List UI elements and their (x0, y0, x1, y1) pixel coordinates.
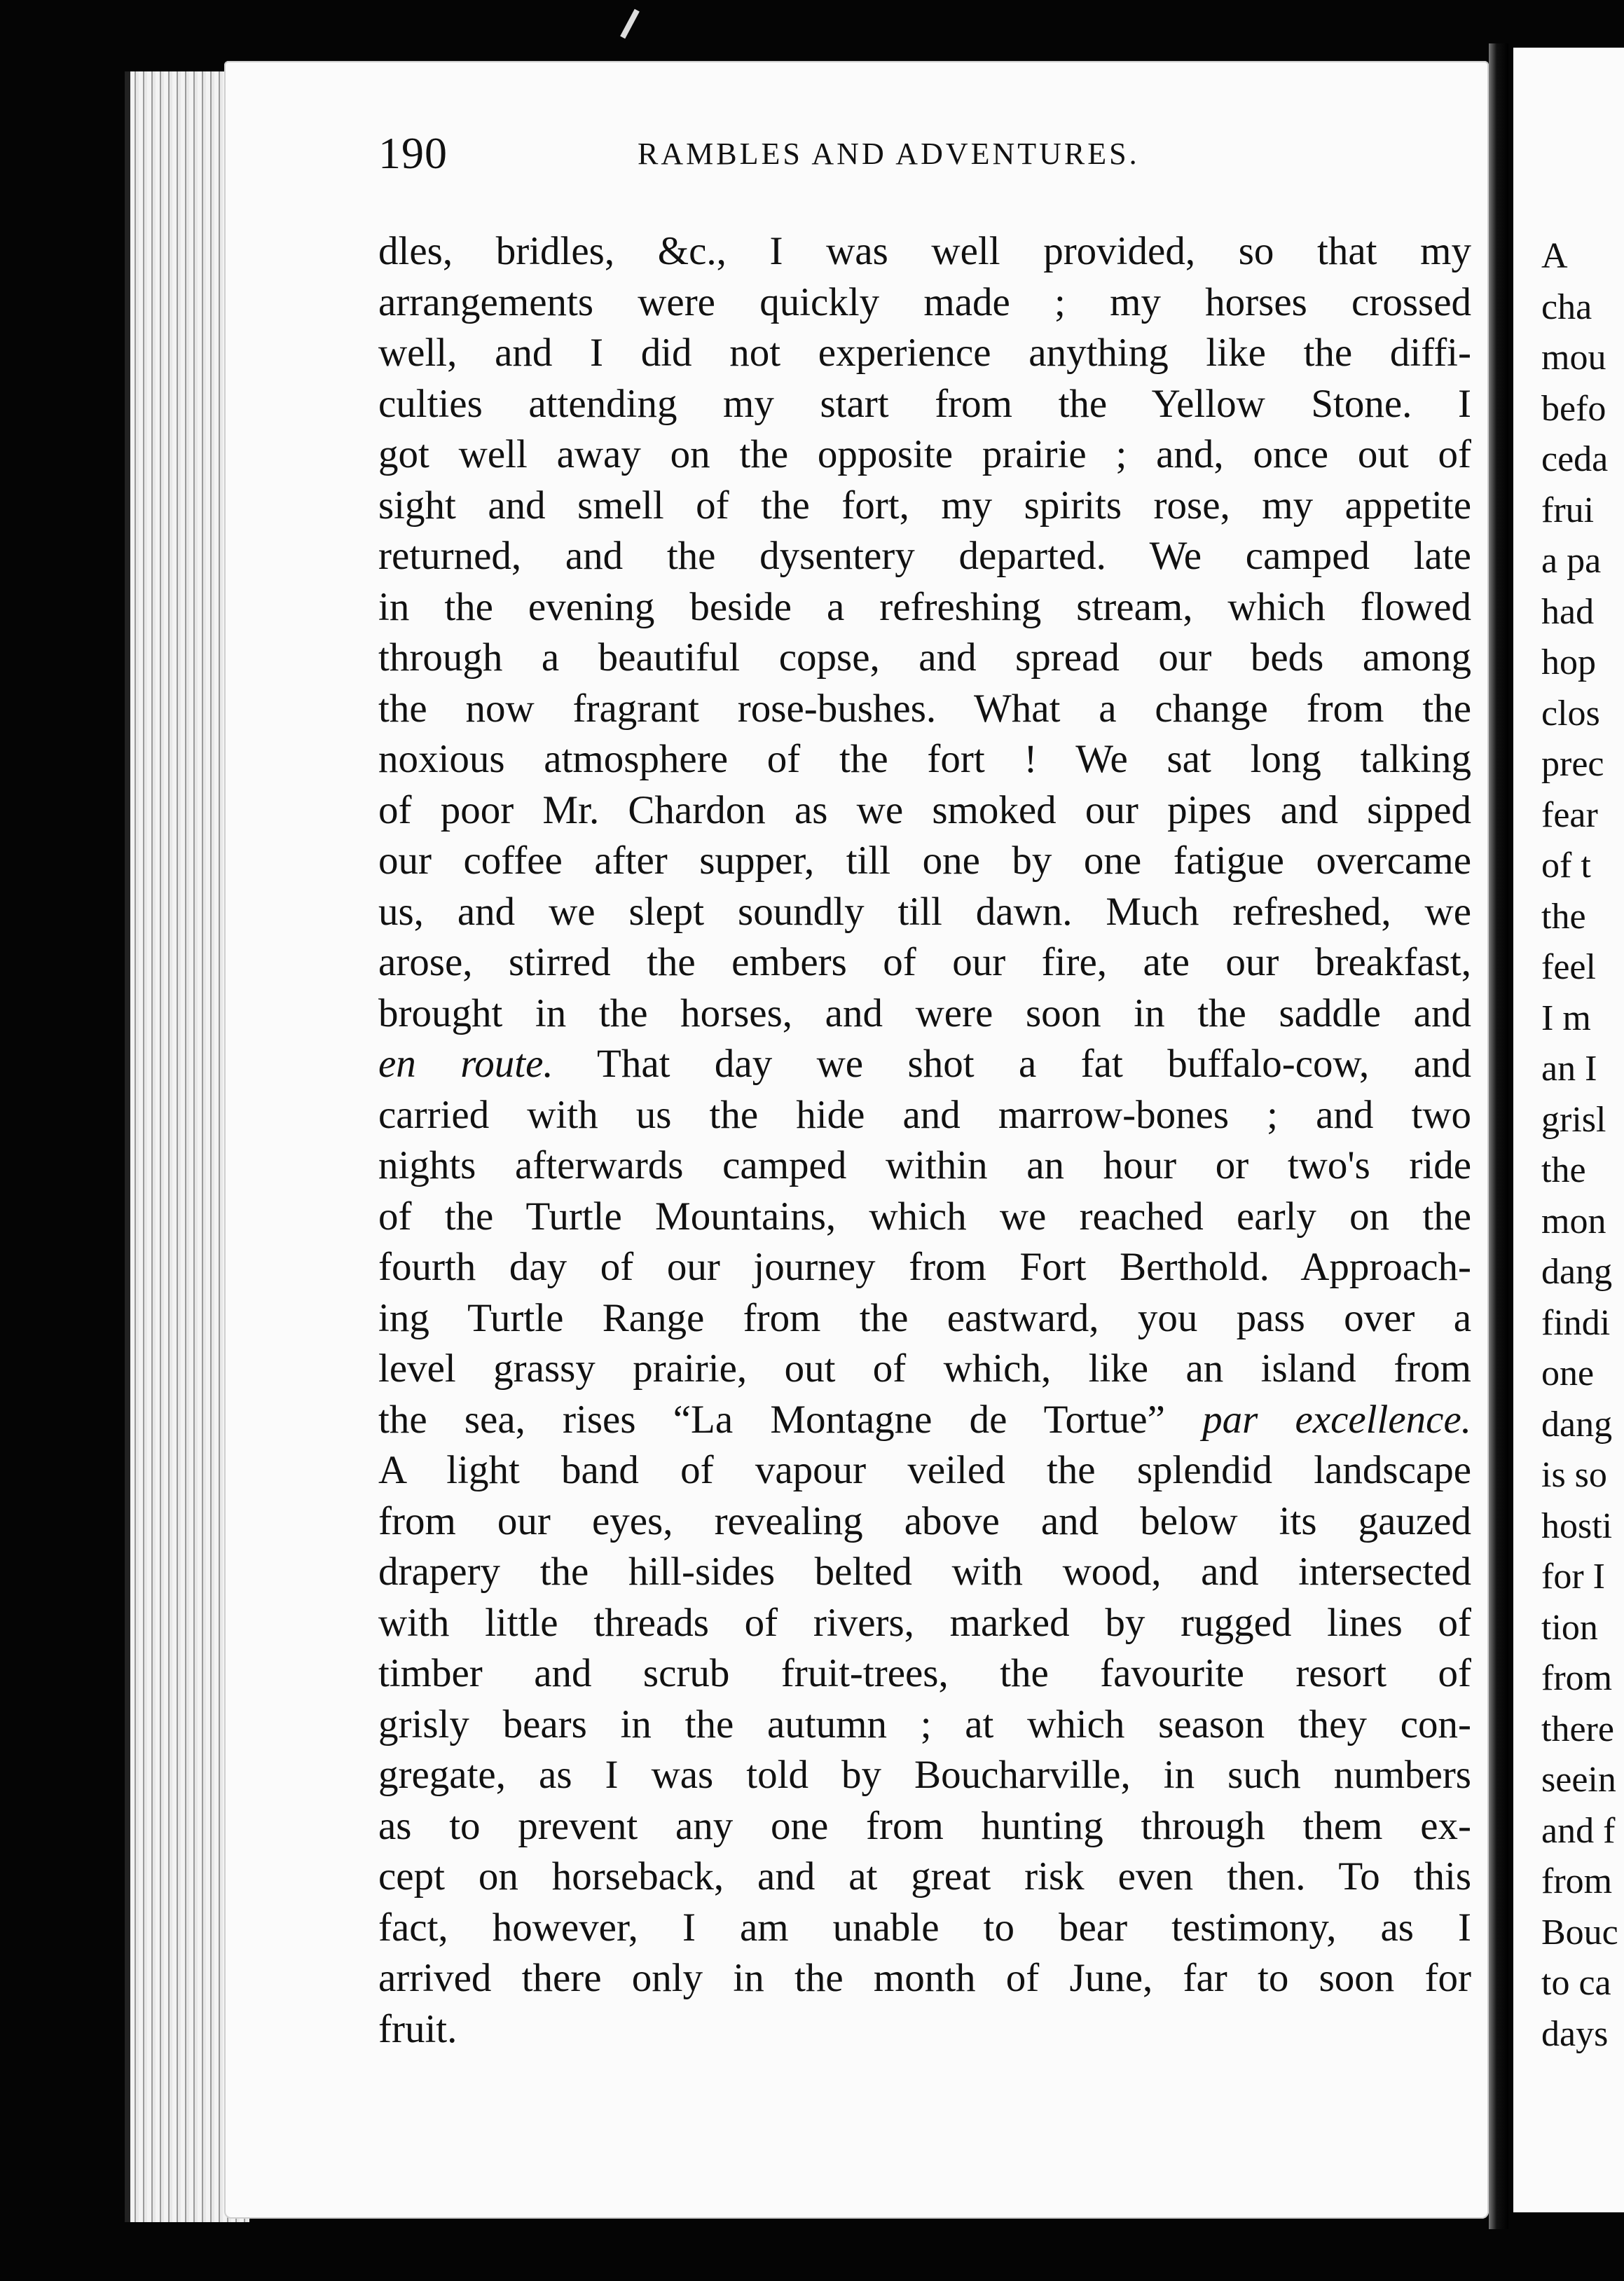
next-page-line: from (1541, 1658, 1613, 1698)
next-page-line: findi (1541, 1302, 1611, 1343)
text-line: got well away on the opposite prairie ; and, once out of (378, 432, 1471, 476)
scan-mark (620, 9, 640, 39)
text-line: carried with us the hide and marrow-bones ; and two (378, 1092, 1471, 1137)
text-run: That day we shot a fat buffalo-cow, and (553, 1042, 1471, 1086)
text-line: arose, stirred the embers of our fire, ate our breakfast, (378, 940, 1471, 984)
text-line: in the evening beside a refreshing stream, which flowed (378, 584, 1471, 629)
next-page-line: hop (1541, 642, 1596, 682)
text-line: dles, bridles, &c., I was well provided, so that my (378, 229, 1471, 273)
next-page-line: the (1541, 1150, 1586, 1190)
next-page-line: a pa (1541, 541, 1602, 581)
next-page-line: frui (1541, 490, 1595, 530)
next-page-line: to ca (1541, 1963, 1611, 2003)
italic-phrase: par excellence. (1202, 1397, 1471, 1442)
next-page-line: clos (1541, 693, 1600, 733)
text-line: gregate, as I was told by Boucharville, in such numbers (378, 1753, 1471, 1797)
next-page-line: and f (1541, 1810, 1616, 1851)
italic-phrase: en route. (378, 1042, 553, 1086)
next-page-line: cha (1541, 287, 1592, 327)
text-line: arrived there only in the month of June, far to soon for (378, 1956, 1471, 2000)
text-line (378, 1039, 1471, 1090)
text-line: drapery the hill-sides belted with wood, and intersected (378, 1550, 1471, 1594)
next-page-line: tion (1541, 1607, 1598, 1648)
next-page-line: prec (1541, 744, 1604, 784)
next-page-line: for I (1541, 1557, 1605, 1597)
next-page-line: from (1541, 1861, 1613, 1901)
book-gutter (1489, 43, 1508, 2229)
next-page-line: mou (1541, 338, 1606, 378)
text-line: ing Turtle Range from the eastward, you pass over a (378, 1295, 1471, 1340)
text-line: noxious atmosphere of the fort ! We sat long talking (378, 737, 1471, 781)
body-text (378, 226, 1471, 2055)
running-head: RAMBLES AND ADVENTURES. (638, 137, 1140, 171)
next-page-line: the (1541, 896, 1586, 937)
next-page-line: A (1541, 236, 1568, 276)
text-line: from our eyes, revealing above and below its gauzed (378, 1498, 1471, 1543)
page-number: 190 (378, 128, 448, 178)
next-page-line: I m (1541, 998, 1591, 1038)
next-page-line: mon (1541, 1201, 1606, 1241)
text-line: brought in the horses, and were soon in the saddle and (378, 991, 1471, 1035)
page-header (378, 128, 1205, 177)
next-page-line: dang (1541, 1404, 1613, 1445)
text-line: level grassy prairie, out of which, like an island from (378, 1346, 1471, 1391)
text-line: as to prevent any one from hunting through them ex- (378, 1803, 1471, 1848)
next-page-fragment (1513, 48, 1624, 2212)
next-page-line: hosti (1541, 1505, 1613, 1546)
next-page-line: there (1541, 1709, 1614, 1749)
next-page-line: ceda (1541, 439, 1609, 479)
text-line: our coffee after supper, till one by one fatigue overcame (378, 839, 1471, 883)
next-page-line: one (1541, 1353, 1595, 1393)
text-line: cept on horseback, and at great risk even then. To this (378, 1854, 1471, 1898)
text-line: fact, however, I am unable to bear testimony, as I (378, 1905, 1471, 1950)
text-line: culties attending my start from the Yellow Stone. I (378, 381, 1471, 426)
next-page-line: feel (1541, 947, 1596, 987)
next-page-line: of t (1541, 846, 1591, 885)
text-line: through a beautiful copse, and spread our beds among (378, 635, 1471, 680)
text-line: A light band of vapour veiled the splendid landscape (378, 1448, 1471, 1492)
text-line: sight and smell of the fort, my spirits rose, my appetite (378, 483, 1471, 528)
text-line: returned, and the dysentery departed. We camped late (378, 534, 1471, 578)
text-line: of the Turtle Mountains, which we reached early on the (378, 1194, 1471, 1239)
next-page-line: an I (1541, 1049, 1597, 1089)
text-line: fruit. (378, 2006, 457, 2051)
next-page-line: befo (1541, 388, 1606, 429)
next-page-line: grisl (1541, 1099, 1606, 1140)
text-line: well, and I did not experience anything like the diffi- (378, 331, 1471, 375)
text-line: timber and scrub fruit-trees, the favourite resort of (378, 1651, 1471, 1695)
next-page-line: had (1541, 591, 1595, 632)
next-page-line: seein (1541, 1760, 1616, 1800)
text-line: of poor Mr. Chardon as we smoked our pipes and sipped (378, 787, 1471, 832)
text-line: fourth day of our journey from Fort Berthold. Approach- (378, 1245, 1471, 1289)
text-line: with little threads of rivers, marked by rugged lines of (378, 1600, 1471, 1645)
text-line: nights afterwards camped within an hour or two's ride (378, 1143, 1471, 1187)
text-line: arrangements were quickly made ; my horses crossed (378, 280, 1471, 324)
text-line: grisly bears in the autumn ; at which season they con- (378, 1702, 1471, 1746)
text-line: the now fragrant rose-bushes. What a change from the (378, 686, 1471, 731)
next-page-line: dang (1541, 1252, 1613, 1292)
text-line: us, and we slept soundly till dawn. Much refreshed, we (378, 889, 1471, 934)
text-line (378, 1395, 1471, 1446)
next-page-line: Bouc (1541, 1912, 1618, 1952)
next-page-line: days (1541, 2013, 1609, 2054)
next-page-line: fear (1541, 794, 1598, 835)
text-run: the sea, rises “La Montagne de Tortue” (378, 1397, 1203, 1442)
next-page-line: is so (1541, 1455, 1607, 1495)
